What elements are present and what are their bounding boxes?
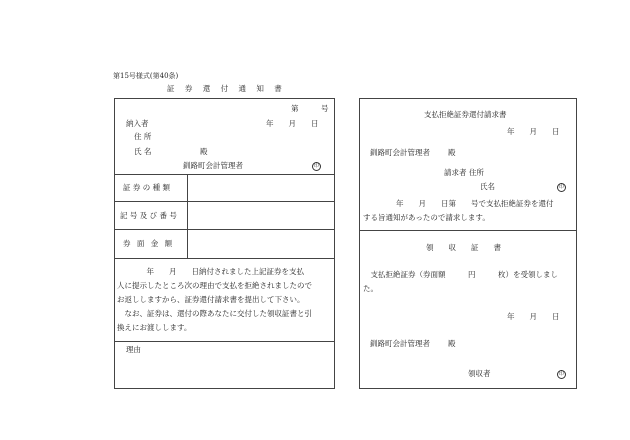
request-date: 年 月 日 bbox=[507, 127, 560, 136]
notice-number: 第 号 bbox=[291, 104, 329, 113]
notice-line-1: 年 月 日納付されました上記証券を支払 bbox=[124, 267, 304, 276]
receipt-line-2: た。 bbox=[363, 284, 378, 293]
left-manager-label: 釧路町会計管理者 bbox=[183, 161, 243, 170]
name-label: 氏 名 bbox=[134, 147, 152, 156]
left-manager-seal bbox=[312, 161, 321, 171]
request-line-2: する旨通知があったので請求します。 bbox=[363, 213, 490, 222]
left-divider-1 bbox=[114, 174, 335, 175]
request-line-1: 年 月 日第 号で支払拒絶証券を還付 bbox=[366, 199, 554, 208]
left-divider-4 bbox=[114, 258, 335, 259]
claimant-name: 氏名 bbox=[480, 182, 495, 191]
request-title: 支払拒絶証券還付請求書 bbox=[424, 110, 507, 119]
receipt-manager-label: 釧路町会計管理者 bbox=[370, 339, 430, 348]
request-dono: 殿 bbox=[448, 148, 456, 157]
notice-line-3: お返ししますから、証券還付請求書を提出して下さい。 bbox=[117, 295, 305, 304]
address-label: 住 所 bbox=[134, 132, 152, 141]
seal-icon: 印 bbox=[313, 163, 319, 169]
seal-icon: 印 bbox=[558, 184, 564, 190]
left-column-divider bbox=[187, 174, 188, 258]
request-manager-label: 釧路町会計管理者 bbox=[370, 148, 430, 157]
claimant-address: 請求者 住所 bbox=[444, 168, 484, 177]
left-divider-3 bbox=[114, 229, 335, 230]
right-divider bbox=[359, 230, 577, 231]
security-type-label: 証 券 の 種 類 bbox=[123, 183, 171, 192]
reason-label: 理由 bbox=[126, 345, 141, 354]
seal-icon: 印 bbox=[558, 371, 564, 377]
payer-dono: 殿 bbox=[200, 147, 208, 156]
receipt-title: 領 収 証 書 bbox=[426, 243, 501, 252]
symbol-number-label: 記 号 及 び 番 号 bbox=[120, 211, 177, 220]
left-date: 年 月 日 bbox=[266, 119, 319, 128]
receiver-seal bbox=[557, 369, 566, 379]
receipt-date: 年 月 日 bbox=[507, 312, 560, 321]
left-form-title: 証 券 還 付 通 知 書 bbox=[167, 84, 286, 93]
face-amount-label: 券 面 金 額 bbox=[123, 239, 175, 248]
notice-line-4: なお、証券は、還付の際あなたに交付した領収証書と引 bbox=[117, 309, 312, 318]
notice-line-5: 換えにお渡しします。 bbox=[117, 323, 192, 332]
receipt-line-1: 支払拒絶証券（券面額 円 枚）を受領しまし bbox=[363, 270, 558, 279]
left-divider-5 bbox=[114, 341, 335, 342]
receiver-label: 領収者 bbox=[468, 369, 491, 378]
form-number: 第15号様式(第40条) bbox=[113, 72, 179, 80]
claimant-seal bbox=[557, 182, 566, 192]
notice-line-2: 人に提示したところ次の理由で支払を拒絶されましたので bbox=[117, 281, 312, 290]
left-divider-2 bbox=[114, 201, 335, 202]
receipt-dono: 殿 bbox=[448, 339, 456, 348]
payer-label: 納入者 bbox=[126, 119, 149, 128]
